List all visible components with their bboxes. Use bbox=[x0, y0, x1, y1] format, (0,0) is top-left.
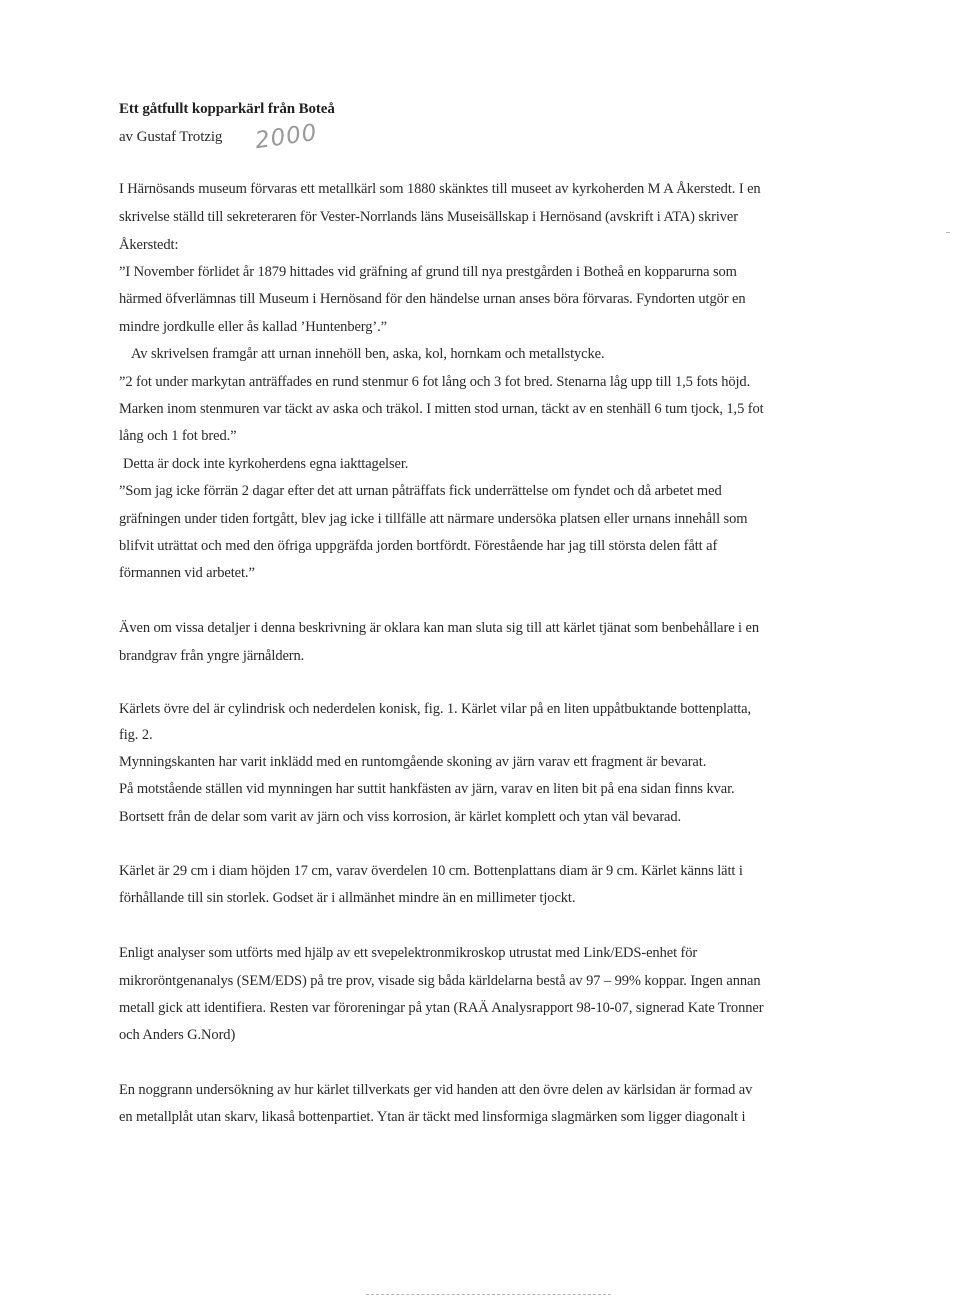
text-line: lång och 1 fot bred.” bbox=[119, 428, 237, 444]
text-line: skrivelse ställd till sekreteraren för Vester-Norrlands läns Museisällskap i Hernösand (avskrift i ATA) skriver bbox=[119, 209, 738, 225]
text-line: brandgrav från yngre järnåldern. bbox=[119, 648, 305, 664]
text-line: metall gick att identifiera. Resten var föroreningar på ytan (RAÄ Analysrapport 98-10-07, signerad Kate Tronner bbox=[119, 1000, 764, 1016]
scan-edge-mark bbox=[946, 232, 950, 233]
text-line: Marken inom stenmuren var täckt av aska och träkol. I mitten stod urnan, täckt av en stenhäll 6 tum tjock, 1,5 fot bbox=[119, 401, 764, 417]
text-line: härmed öfverlämnas till Museum i Hernösand för den händelse urnan anses böra förvaras. Fyndorten utgör en bbox=[119, 291, 746, 307]
text-line: Åkerstedt: bbox=[119, 237, 179, 253]
text-line: fig. 2. bbox=[119, 727, 153, 743]
text-line: Bortsett från de delar som varit av järn och viss korrosion, är kärlet komplett och ytan väl bevarad. bbox=[119, 809, 682, 825]
handwritten-year-note: 2000 bbox=[253, 119, 320, 155]
text-line: blifvit uträttat och med den öfriga uppgräfda jorden bortfördt. Förestående har jag till största delen fått af bbox=[119, 538, 718, 554]
text-line: ”I November förlidet år 1879 hittades vid gräfning af grund till nya prestgården i Botheå en kopparurna som bbox=[119, 264, 737, 280]
text-line: Detta är dock inte kyrkoherdens egna iakttagelser. bbox=[123, 456, 409, 472]
text-line: Även om vissa detaljer i denna beskrivning är oklara kan man sluta sig till att kärlet tjänat som benbehållare i en bbox=[119, 620, 759, 636]
document-title: Ett gåtfullt kopparkärl från Boteå bbox=[119, 101, 335, 117]
footer-divider bbox=[366, 1294, 611, 1295]
text-line: förmannen vid arbetet.” bbox=[119, 565, 255, 581]
text-line: förhållande till sin storlek. Godset är i allmänhet mindre än en millimeter tjockt. bbox=[119, 890, 576, 906]
text-line: En noggrann undersökning av hur kärlet tillverkats ger vid handen att den övre delen av kärlsidan är formad av bbox=[119, 1082, 753, 1098]
text-line: gräfningen under tiden fortgått, blev jag icke i tillfälle att närmare undersöka platsen eller urnans innehåll som bbox=[119, 511, 748, 527]
text-line: Mynningskanten har varit inklädd med en runtomgående skoning av järn varav ett fragment är bevarat. bbox=[119, 754, 707, 770]
text-line: ”Som jag icke förrän 2 dagar efter det att urnan påträffats fick underrättelse om fyndet och då arbetet med bbox=[119, 483, 722, 499]
author-line: av Gustaf Trotzig bbox=[119, 129, 223, 145]
text-line: en metallplåt utan skarv, likaså bottenpartiet. Ytan är täckt med linsformiga slagmärken som ligger diagonalt i bbox=[119, 1109, 746, 1125]
text-line: Kärlet är 29 cm i diam höjden 17 cm, varav överdelen 10 cm. Bottenplattans diam är 9 cm. Kärlet känns lätt i bbox=[119, 863, 743, 879]
text-line: mindre jordkulle eller ås kallad ’Huntenberg’.” bbox=[119, 319, 388, 335]
text-line: och Anders G.Nord) bbox=[119, 1027, 236, 1043]
text-line: Av skrivelsen framgår att urnan innehöll ben, aska, kol, hornkam och metallstycke. bbox=[131, 346, 605, 362]
text-line: Kärlets övre del är cylindrisk och nederdelen konisk, fig. 1. Kärlet vilar på en liten uppåtbuktande bottenplatta, bbox=[119, 701, 752, 717]
text-line: I Härnösands museum förvaras ett metallkärl som 1880 skänktes till museet av kyrkoherden M A Åkerstedt. I en bbox=[119, 181, 761, 197]
text-line: mikroröntgenanalys (SEM/EDS) på tre prov, visade sig båda kärldelarna bestå av 97 – 99% koppar. Ingen annan bbox=[119, 973, 761, 989]
text-line: ”2 fot under markytan anträffades en rund stenmur 6 fot lång och 3 fot bred. Stenarna låg upp till 1,5 fots höjd. bbox=[119, 374, 751, 390]
text-line: På motstående ställen vid mynningen har suttit hankfästen av järn, varav en liten bit på ena sidan finns kvar. bbox=[119, 781, 735, 797]
text-line: Enligt analyser som utförts med hjälp av ett svepelektronmikroskop utrustat med Link/EDS-enhet för bbox=[119, 945, 698, 961]
